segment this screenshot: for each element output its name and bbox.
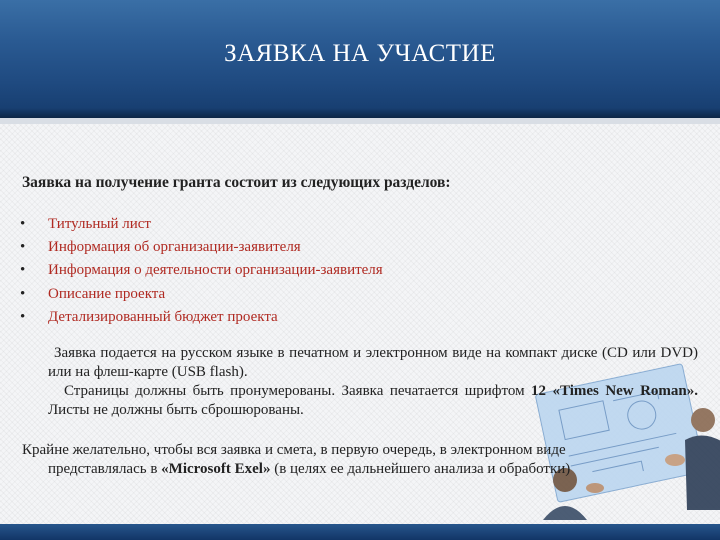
- slide-title: ЗАЯВКА НА УЧАСТИЕ: [224, 40, 496, 67]
- intro-text: Заявка на получение гранта состоит из следующих разделов:: [22, 174, 451, 191]
- formatting-text-a: Страницы должны быть пронумерованы. Заявка печатается шрифтом: [64, 383, 532, 399]
- excel-text-line2: [22, 460, 698, 479]
- list-item: [20, 306, 383, 329]
- list-item-label: Информация об организации-заявителя: [48, 239, 301, 256]
- list-item-label: Детализированный бюджет проекта: [48, 308, 278, 325]
- slide-header: [0, 0, 720, 118]
- submission-text: Заявка подается на русском языке в печатном и электронном виде на компакт диске (CD или DVD) или на флеш-карте (USB flash).: [48, 345, 698, 380]
- bullet: •: [20, 262, 26, 279]
- bullet: •: [20, 285, 26, 302]
- excel-text-a: Крайне желательно, чтобы вся заявка и смета, в первую очередь, в электронном виде: [22, 442, 566, 458]
- list-item-label: Информация о деятельности организации-заявителя: [48, 262, 383, 279]
- sections-list: [20, 213, 383, 329]
- excel-program: «Microsoft Exel»: [161, 461, 271, 477]
- list-item-label: Титульный лист: [48, 216, 151, 232]
- formatting-text-b: Листы не должны быть сброшюрованы.: [48, 402, 304, 418]
- excel-text-b: представлялась в: [48, 461, 162, 477]
- formatting-text: [48, 382, 698, 420]
- excel-text-c: (в целях ее дальнейшего анализа и обработки): [270, 461, 571, 477]
- list-item: [20, 236, 383, 259]
- slide-footer: [0, 524, 720, 540]
- list-item: [20, 259, 383, 282]
- list-item-label: Описание проекта: [48, 285, 166, 302]
- list-item: [20, 283, 383, 306]
- list-item: [20, 213, 383, 236]
- excel-paragraph: [22, 441, 698, 479]
- bullet: •: [20, 239, 26, 256]
- submission-paragraph: [48, 344, 698, 420]
- bullet: •: [20, 308, 26, 325]
- bullet: •: [20, 216, 26, 232]
- font-spec: 12 «Times New Roman».: [531, 383, 698, 399]
